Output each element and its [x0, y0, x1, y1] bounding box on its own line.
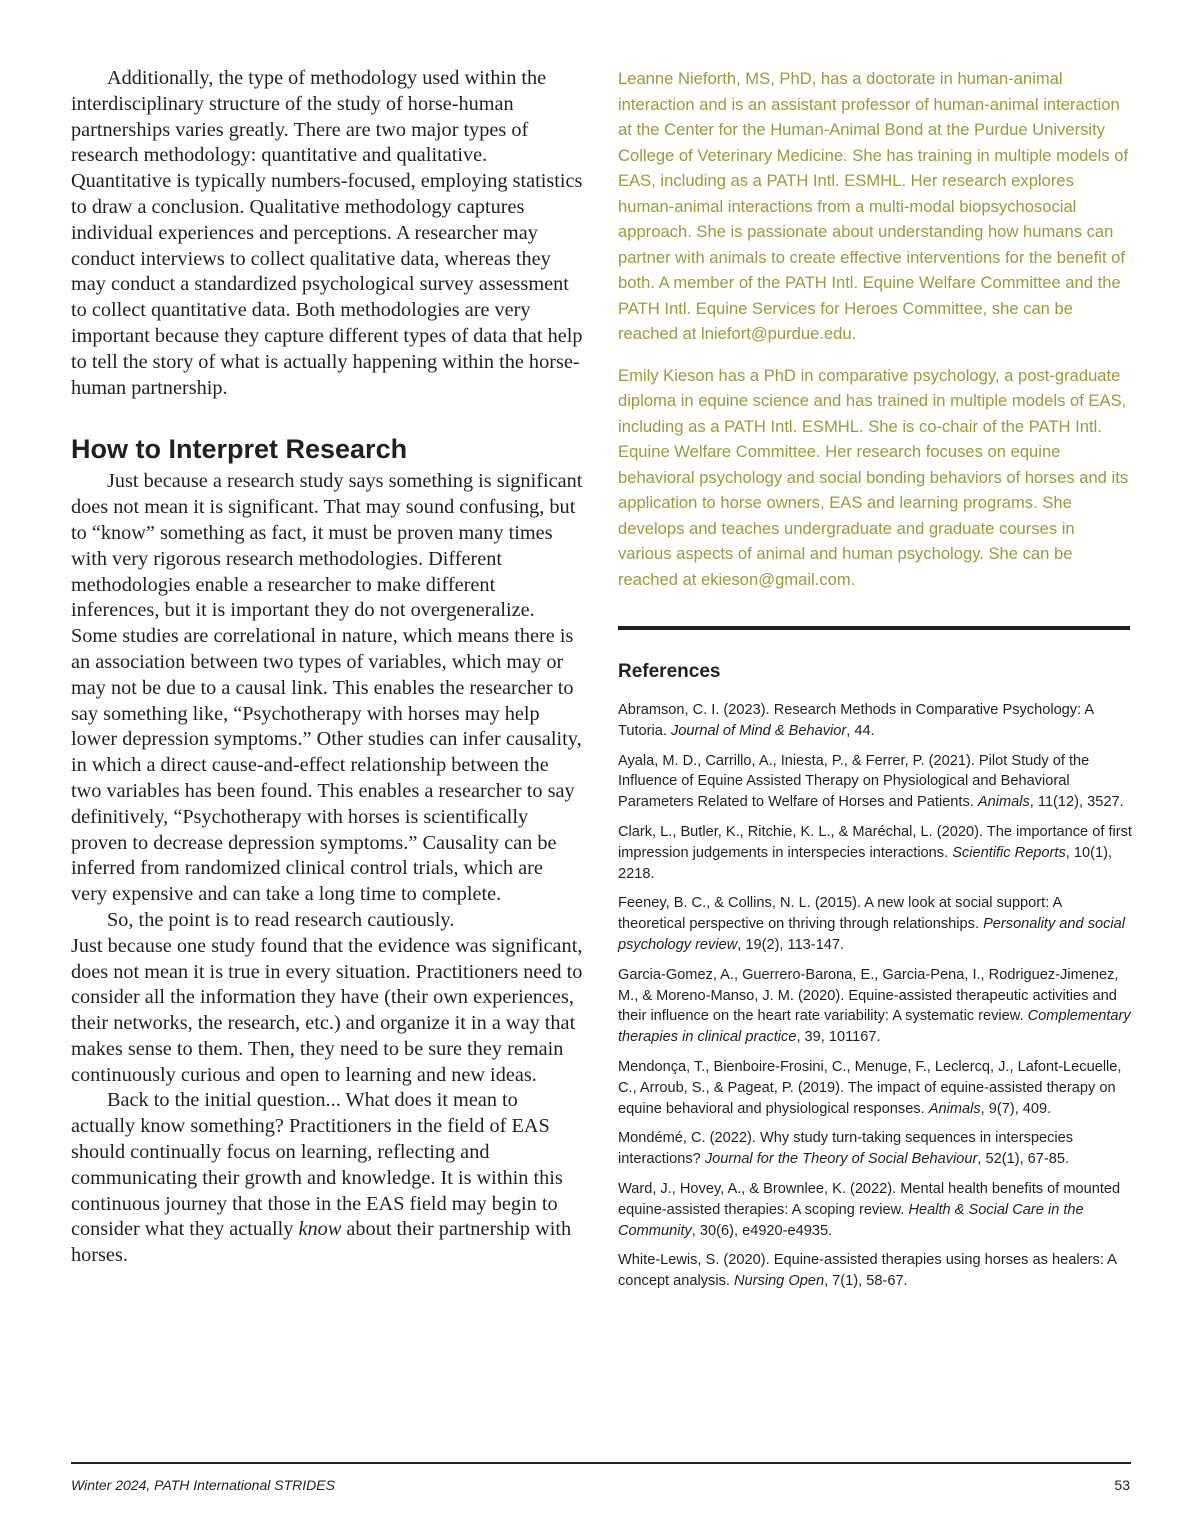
reference-journal: Animals [977, 794, 1030, 811]
sidebar-column [618, 66, 1132, 1301]
reference-details: , 30(6), e4920-e4935. [691, 1222, 833, 1239]
reference-journal: Personality and social psychology review [618, 916, 1126, 953]
interpret-paragraph: Just because a research study says something is significant does not mean it is significant. That may sound confusing, but to “know” something as fact, it must be proven many times with very rigorous research methodologies. Different methodologies enable a researcher to make different inferences, but it is important they do not overgeneralize. Some studies are correlational in nature, which means there is an association between two types of variables, which may or may not be due to a causal link. This enables the researcher to say something like, “Psychotherapy with horses may help lower depression symptoms.” Other studies can infer causality, in which a direct cause-and-effect relationship between the two variables has been found. This enables a researcher to say definitively, “Psychotherapy with horses is scientifically proven to decrease depression symptoms.” Causality can be inferred from randomized clinical control trials, which are very expensive and can take a long time to complete. [71, 470, 583, 906]
conclusion-paragraph [71, 1088, 583, 1269]
footer-divider [71, 1462, 1131, 1464]
reference-item [618, 1250, 1132, 1292]
reference-item [618, 965, 1132, 1048]
methodology-paragraph: Additionally, the type of methodology used within the interdisciplinary structure of the study of horse-human partnerships varies greatly. There are two major types of research methodology: quantitative and qualitative. Quantitative is typically numbers-focused, employing statistics to draw a conclusion. Qualitative methodology captures individual experiences and perceptions. A researcher may conduct interviews to collect qualitative data, whereas they may conduct a standardized psychological survey assessment to collect quantitative data. Both methodologies are very important because they capture different types of data that help to tell the story of what is actually happening within the horse-human partnership. [71, 67, 583, 399]
section-divider [618, 626, 1130, 630]
point-paragraph-lead: So, the point is to read research cautiously. [107, 908, 455, 931]
reference-text: Mendonça, T., Bienboire-Frosini, C., Menuge, F., Leclercq, J., Lafont-Lecuelle, C., Arroub, S., & Pageat, P. (2019). The impact of equine-assisted therapy on equine behavioral and physiological responses. [618, 1058, 1122, 1117]
reference-journal: Journal for the Theory of Social Behaviour [704, 1151, 978, 1168]
reference-journal: Journal of Mind & Behavior [671, 722, 847, 739]
footer-publication: Winter 2024, PATH International STRIDES [71, 1477, 335, 1493]
reference-text: Clark, L., Butler, K., Ritchie, K. L., & Maréchal, L. (2020). The importance of first impression judgements in interspecies interactions. [618, 823, 1132, 861]
reference-item [618, 1179, 1132, 1241]
reference-text: Feeney, B. C., & Collins, N. L. (2015). A new look at social support: A theoretical perspective on thriving through relationships. [618, 895, 1062, 933]
reference-text: Abramson, C. I. (2023). Research Methods in Comparative Psychology: A Tutoria. [618, 702, 1094, 739]
conclusion-text-start: Back to the initial question... What does it mean to actually know something? Practitioners in the field of EAS should continually focus on learning, reflecting and communicating their growth and knowledge. It is within this continuous journey that those in the EAS field may begin to consider what they actually [71, 1089, 563, 1241]
reference-item [618, 1057, 1132, 1119]
references-heading: References [618, 661, 721, 682]
reference-details: , 10(1), 2218. [618, 844, 1112, 882]
reference-journal: Scientific Reports [952, 844, 1066, 861]
reference-item [618, 1128, 1132, 1170]
reference-text: Ward, J., Hovey, A., & Brownlee, K. (2022). Mental health benefits of mounted equine-assisted therapies: A scoping review. [618, 1180, 1121, 1218]
reference-item [618, 751, 1132, 813]
references-list [618, 700, 1132, 1292]
reference-text: Garcia-Gomez, A., Guerrero-Barona, E., Garcia-Pena, I., Rodriguez-Jimenez, M., & Moreno-Manso, J. M. (2020). Equine-assisted therapeutic activities and their influence on the heart rate variability: A systematic review. [618, 966, 1119, 1025]
reference-text: White-Lewis, S. (2020). Equine-assisted therapies using horses as healers: A concept analysis. [618, 1252, 1117, 1290]
author-bio-kieson: Emily Kieson has a PhD in comparative psychology, a post-graduate diploma in equine science and has trained in multiple models of EAS, including as a PATH Intl. ESMHL. She is co-chair of the PATH Intl. Equine Welfare Committee. Her research focuses on equine behavioral psychology and social bonding behaviors of horses and its application to horse owners, EAS and learning programs. She develops and teaches undergraduate and graduate courses in various aspects of animal and human psychology. She can be reached at ekieson@gmail.com. [618, 365, 1129, 589]
reference-details: , 44. [846, 722, 875, 739]
reference-details: , 9(7), 409. [980, 1100, 1052, 1117]
conclusion-text-end: about their partnership with horses. [71, 1218, 572, 1267]
reference-details: , 11(12), 3527. [1029, 794, 1124, 811]
reference-item [618, 893, 1132, 955]
point-paragraph: Just because one study found that the evidence was significant, does not mean it is true in every situation. Practitioners need to consider all the information they have (their own experiences, their networks, the research, etc.) and organize it in a way that makes sense to them. Then, they need to be sure they remain continuously curious and open to learning and new ideas. [71, 934, 583, 1086]
reference-details: , 19(2), 113-147. [737, 936, 845, 953]
reference-journal: Animals [928, 1100, 981, 1117]
reference-journal: Health & Social Care in the Community [618, 1201, 1084, 1239]
reference-item [618, 700, 1132, 742]
section-heading: How to Interpret Research [71, 434, 408, 465]
article-body-column [71, 66, 583, 1269]
reference-journal: Nursing Open [734, 1273, 825, 1290]
conclusion-emphasis: know [298, 1218, 342, 1241]
reference-item [618, 822, 1132, 884]
reference-details: , 39, 101167. [796, 1029, 881, 1046]
reference-text: Mondémé, C. (2022). Why study turn-taking sequences in interspecies interactions? [618, 1130, 1074, 1168]
author-bio-nieforth: Leanne Nieforth, MS, PhD, has a doctorate in human-animal interaction and is an assistant professor of human-animal interaction at the Center for the Human-Animal Bond at the Purdue University College of Veterinary Medicine. She has training in multiple models of EAS, including as a PATH Intl. ESMHL. Her research explores human-animal interactions from a multi-modal biopsychosocial approach. She is passionate about understanding how humans can partner with animals to create effective interventions for the benefit of both. A member of the PATH Intl. Equine Welfare Committee and the PATH Intl. Equine Services for Heroes Committee, she can be reached at lniefort@purdue.edu. [618, 69, 1129, 343]
reference-journal: Complementary therapies in clinical practice [618, 1008, 1131, 1046]
reference-details: , 52(1), 67-85. [977, 1151, 1070, 1168]
reference-details: , 7(1), 58-67. [824, 1273, 908, 1290]
reference-text: Ayala, M. D., Carrillo, A., Iniesta, P., & Ferrer, P. (2021). Pilot Study of the Influence of Equine Assisted Therapy on Physiological and Behavioral Parameters Related to Welfare of Horses and Patients. [618, 752, 1090, 811]
page-number: 53 [1114, 1477, 1130, 1493]
